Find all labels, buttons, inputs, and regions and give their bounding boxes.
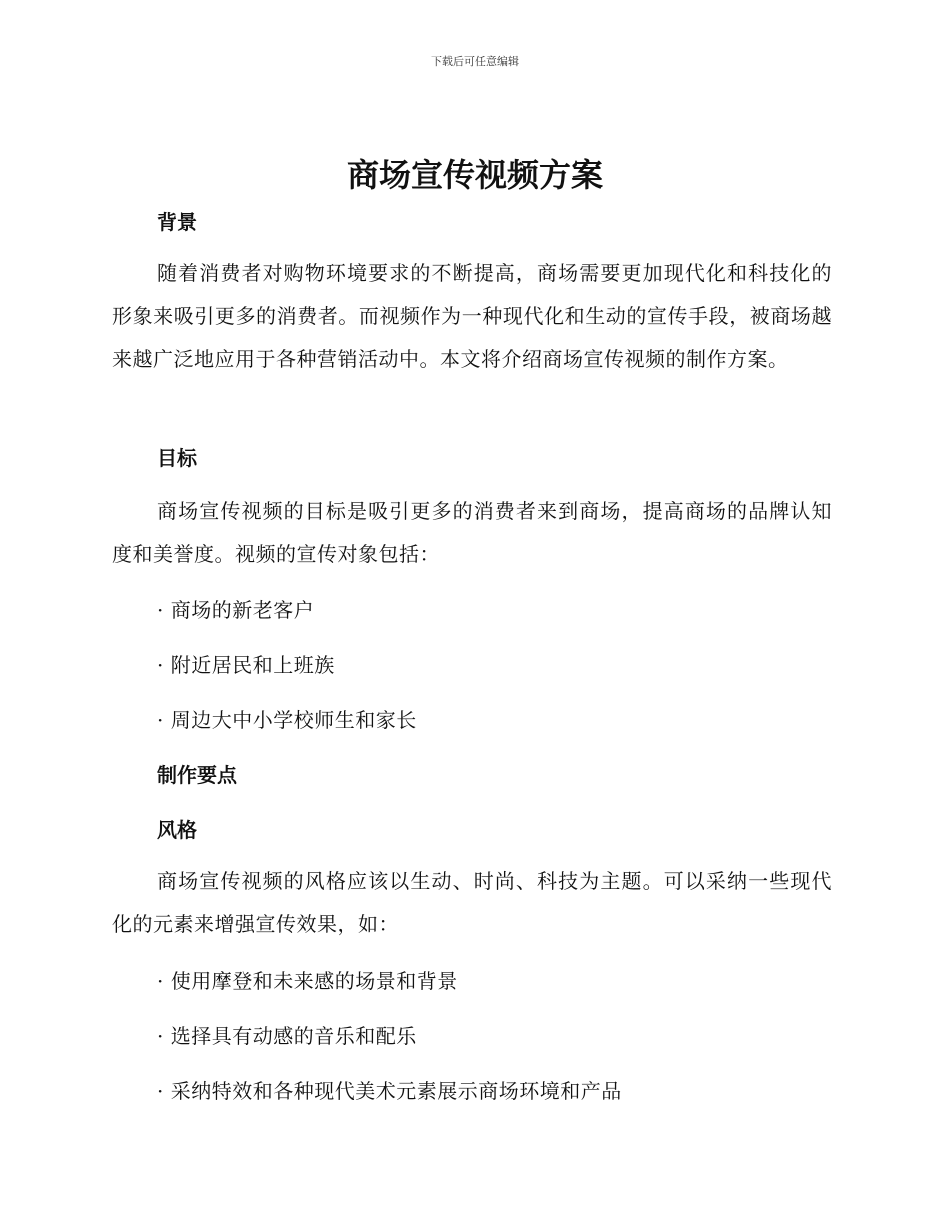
list-item: · 选择具有动感的音乐和配乐: [157, 1024, 417, 1048]
section-heading-background: 背景: [157, 210, 197, 234]
list-item: · 使用摩登和未来感的场景和背景: [157, 969, 458, 993]
list-item: · 采纳特效和各种现代美术元素展示商场环境和产品: [157, 1079, 622, 1103]
paragraph-goal: 商场宣传视频的目标是吸引更多的消费者来到商场，提高商场的品牌认知度和美誉度。视频的宣传对象包括：: [112, 499, 832, 566]
list-item: · 周边大中小学校师生和家长: [157, 708, 417, 732]
page-header-note: 下载后可任意编辑: [431, 55, 519, 68]
section-heading-goal: 目标: [157, 446, 197, 470]
paragraph-background: 随着消费者对购物环境要求的不断提高，商场需要更加现代化和科技化的形象来吸引更多的消费者。而视频作为一种现代化和生动的宣传手段，被商场越来越广泛地应用于各种营销活动中。本文将介绍商场宣传视频的制作方案。: [112, 261, 832, 371]
section-heading-production: 制作要点: [157, 763, 237, 787]
section-heading-style: 风格: [157, 818, 197, 842]
document-title: 商场宣传视频方案: [346, 156, 603, 194]
list-item: · 附近居民和上班族: [157, 653, 335, 677]
list-item: · 商场的新老客户: [157, 598, 315, 622]
paragraph-style: 商场宣传视频的风格应该以生动、时尚、科技为主题。可以采纳一些现代化的元素来增强宣传效果，如：: [112, 869, 832, 936]
